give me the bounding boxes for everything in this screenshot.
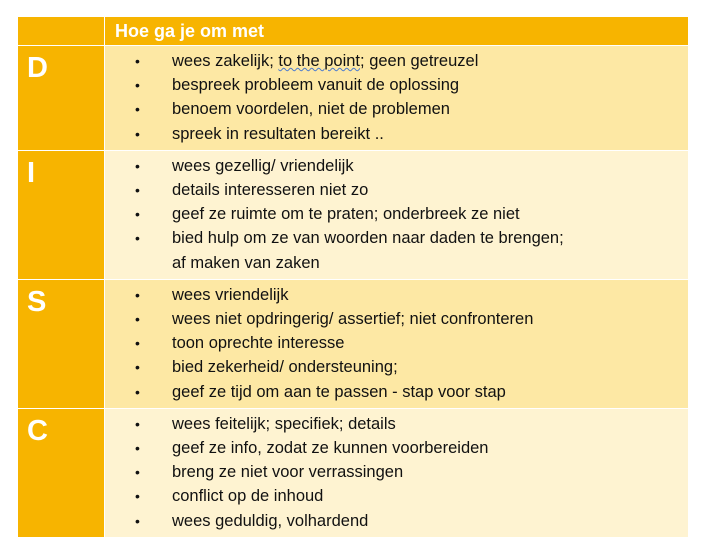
list-item-text: wees vriendelijk — [172, 285, 289, 304]
table-title: Hoe ga je om met — [105, 17, 688, 45]
list-item-text: bespreek probleem vanuit de oplossing — [172, 76, 460, 95]
list-item — [105, 412, 688, 436]
bullet-icon: • — [135, 77, 140, 94]
list-item-text: wees niet opdringerig/ assertief; niet confronteren — [172, 310, 534, 329]
list-item-text: wees gezellig/ vriendelijk — [172, 156, 354, 175]
bullet-icon: • — [135, 512, 140, 529]
disc-row-d — [18, 46, 688, 151]
bullet-icon: • — [135, 101, 140, 118]
disc-letter: D — [18, 46, 105, 150]
disc-advice-cell — [105, 46, 688, 150]
spellcheck-underlined-text: to the point — [278, 52, 361, 70]
disc-letter: I — [18, 151, 105, 279]
disc-row-i — [18, 151, 688, 280]
header-corner-cell — [18, 17, 105, 45]
disc-advice-cell — [105, 409, 688, 537]
list-item — [105, 178, 688, 202]
bullet-icon: • — [135, 359, 140, 376]
disc-row-s — [18, 280, 688, 409]
bullet-icon: • — [135, 488, 140, 505]
list-item — [105, 380, 688, 404]
list-item — [105, 307, 688, 331]
list-item-text: toon oprechte interesse — [172, 334, 345, 353]
list-item-text: benoem voordelen, niet de problemen — [172, 100, 450, 119]
disc-row-c — [18, 409, 688, 538]
bullet-icon: • — [135, 230, 140, 247]
advice-list — [105, 154, 688, 275]
list-item-text: wees zakelijk; — [172, 52, 279, 70]
list-item-text: wees feitelijk; specifiek; details — [172, 414, 396, 433]
bullet-icon: • — [135, 311, 140, 328]
list-item — [105, 226, 688, 274]
list-item — [105, 331, 688, 355]
list-item-text: geef ze tijd om aan te passen - stap voor stap — [172, 382, 506, 401]
list-item — [105, 202, 688, 226]
list-item — [105, 122, 688, 146]
disc-letter: S — [18, 280, 105, 408]
bullet-icon: • — [135, 206, 140, 223]
bullet-icon: • — [135, 383, 140, 400]
bullet-icon: • — [135, 182, 140, 199]
list-item — [105, 460, 688, 484]
list-item — [105, 355, 688, 379]
list-item — [105, 484, 688, 508]
list-item — [105, 436, 688, 460]
list-item — [105, 283, 688, 307]
advice-list — [105, 49, 688, 146]
list-item-text: geef ze ruimte om te praten; onderbreek ze niet — [172, 205, 520, 224]
disc-letter: C — [18, 409, 105, 537]
list-item — [105, 73, 688, 97]
bullet-icon: • — [135, 157, 140, 174]
bullet-icon: • — [135, 464, 140, 481]
list-item-text: wees geduldig, volhardend — [172, 511, 369, 530]
list-item-text-tail: ; geen getreuzel — [360, 52, 479, 70]
bullet-icon: • — [135, 286, 140, 303]
bullet-icon: • — [135, 53, 140, 69]
advice-list — [105, 412, 688, 533]
bullet-icon: • — [135, 335, 140, 352]
list-item-text: breng ze niet voor verrassingen — [172, 463, 404, 482]
disc-table — [18, 17, 688, 538]
list-item — [105, 509, 688, 533]
list-item — [105, 49, 688, 73]
list-item-text: bied hulp om ze van woorden naar daden te brengen; — [172, 229, 564, 248]
list-item-text: details interesseren niet zo — [172, 181, 369, 200]
list-item-text: conflict op de inhoud — [172, 487, 324, 506]
table-body — [18, 46, 688, 538]
bullet-icon: • — [135, 125, 140, 142]
list-item-text: spreek in resultaten bereikt .. — [172, 124, 384, 143]
list-item-continuation: af maken van zaken — [172, 253, 320, 272]
advice-list — [105, 283, 688, 404]
bullet-icon: • — [135, 440, 140, 457]
header-row — [18, 17, 688, 46]
disc-advice-cell — [105, 151, 688, 279]
bullet-icon: • — [135, 415, 140, 432]
disc-advice-cell — [105, 280, 688, 408]
list-item-text: geef ze info, zodat ze kunnen voorbereiden — [172, 439, 489, 458]
list-item — [105, 97, 688, 121]
list-item — [105, 154, 688, 178]
list-item-text: bied zekerheid/ ondersteuning; — [172, 358, 398, 377]
